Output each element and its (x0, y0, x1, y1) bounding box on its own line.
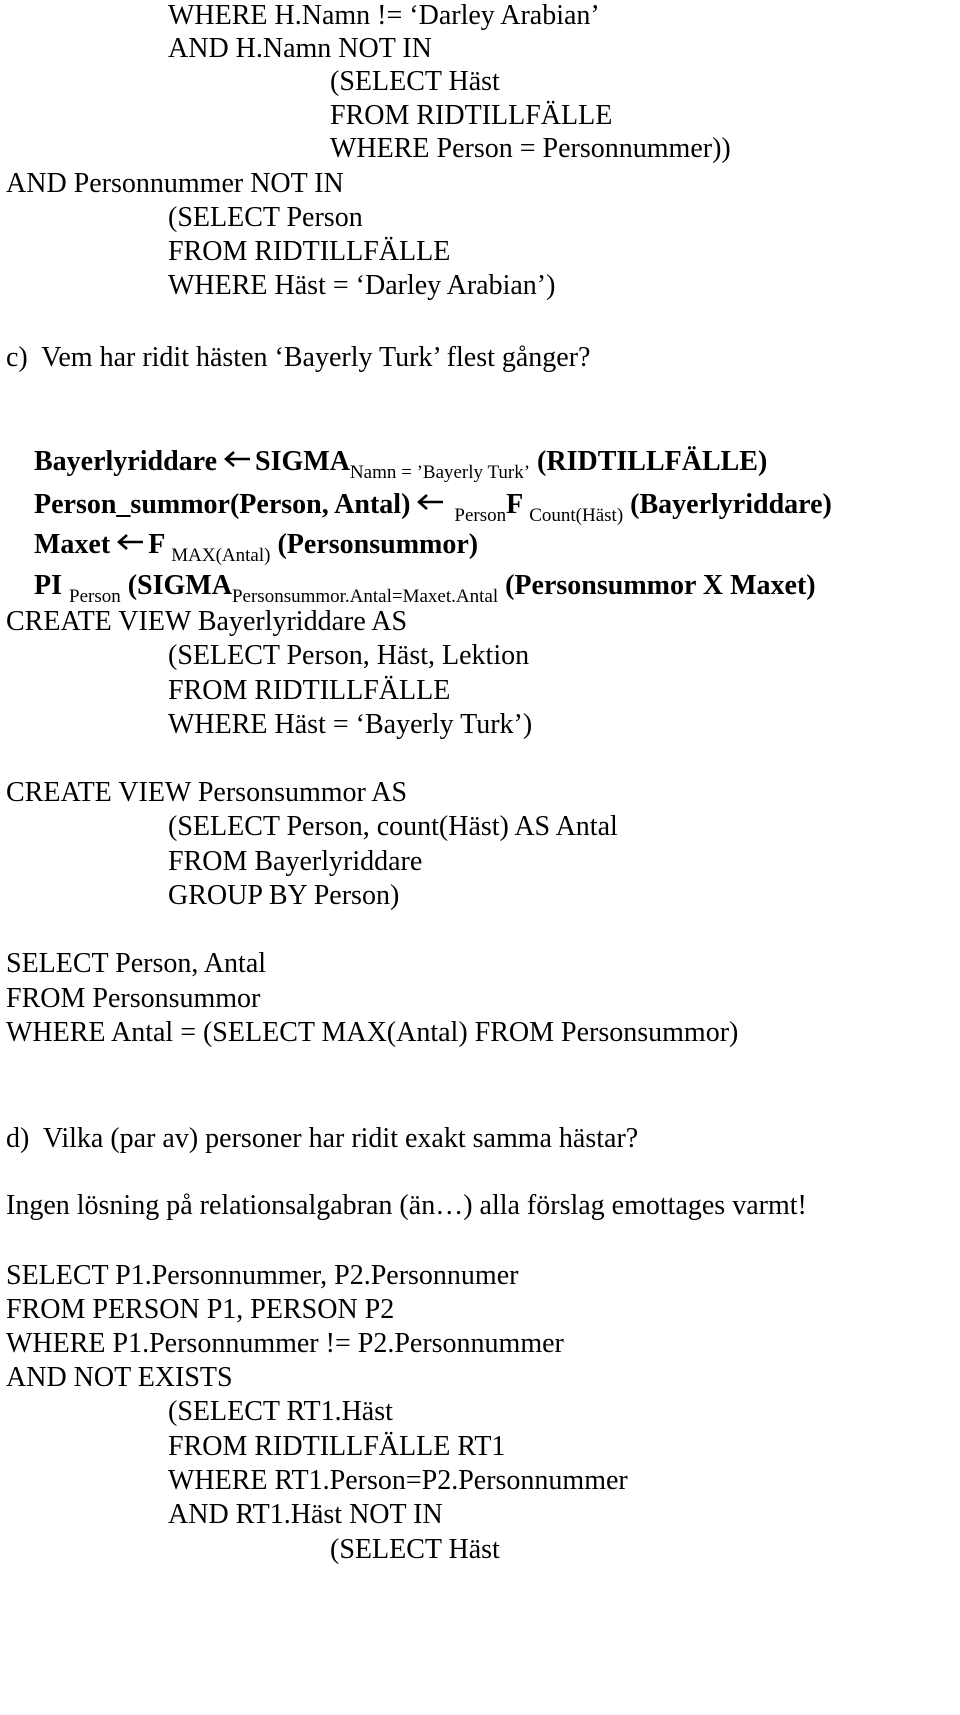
select-max-line-2: FROM Personsummor (6, 983, 261, 1014)
select-max-line-3: WHERE Antal = (SELECT MAX(Antal) FROM Personsummor) (6, 1017, 739, 1048)
sql-top-line-9: WHERE Häst = ‘Darley Arabian’) (168, 270, 556, 301)
view2-line-4: GROUP BY Person) (168, 880, 400, 911)
sql-top-line-7: (SELECT Person (168, 202, 363, 233)
algebra-3-sub: MAX(Antal) (171, 545, 271, 566)
algebra-1-rest: (RIDTILLFÄLLE) (537, 446, 768, 477)
sql-d-line-3: WHERE P1.Personnummer != P2.Personnummer (6, 1328, 564, 1359)
sql-d-line-9: (SELECT Häst (330, 1534, 500, 1565)
sql-d-line-4: AND NOT EXISTS (6, 1362, 233, 1393)
sql-d-line-8: AND RT1.Häst NOT IN (168, 1499, 443, 1530)
algebra-4-op2: (SIGMA (127, 570, 232, 601)
select-max-line-1: SELECT Person, Antal (6, 948, 267, 979)
sql-top-line-5: WHERE Person = Personnummer)) (330, 133, 731, 164)
sql-top-line-8: FROM RIDTILLFÄLLE (168, 236, 451, 267)
algebra-1-lhs: Bayerlyriddare (34, 446, 218, 477)
view1-line-1: CREATE VIEW Bayerlyriddare AS (6, 606, 408, 637)
algebra-2-op: F (506, 489, 523, 520)
algebra-1-sub: Namn = ’Bayerly Turk’ (349, 462, 531, 483)
sql-top-line-2: AND H.Namn NOT IN (168, 33, 432, 64)
sql-top-line-4: FROM RIDTILLFÄLLE (330, 100, 613, 131)
view2-line-3: FROM Bayerlyriddare (168, 846, 423, 877)
question-c: c) Vem har ridit hästen ‘Bayerly Turk’ flest gånger? (6, 342, 591, 373)
algebra-2-rest: (Bayerlyriddare) (630, 489, 832, 520)
view2-line-2: (SELECT Person, count(Häst) AS Antal (168, 811, 618, 842)
algebra-1-op: SIGMA (255, 446, 350, 477)
sql-d-line-1: SELECT P1.Personnummer, P2.Personnumer (6, 1260, 519, 1291)
sql-d-line-5: (SELECT RT1.Häst (168, 1396, 393, 1427)
algebra-4-sub: Person (69, 586, 121, 607)
algebra-2-pre-sub: Person (454, 505, 507, 526)
algebra-4-rest: (Personsummor X Maxet) (505, 570, 816, 601)
algebra-4-op: PI (34, 570, 62, 601)
note-d: Ingen lösning på relationsalgabran (än…) alla förslag emottages varmt! (6, 1190, 807, 1221)
sql-d-line-7: WHERE RT1.Person=P2.Personnummer (168, 1465, 628, 1496)
view2-line-1: CREATE VIEW Personsummor AS (6, 777, 408, 808)
algebra-2-lhs: Person_summor(Person, Antal) (34, 489, 411, 520)
algebra-2-sub: Count(Häst) (529, 505, 624, 526)
sql-d-line-6: FROM RIDTILLFÄLLE RT1 (168, 1431, 506, 1462)
sql-d-line-2: FROM PERSON P1, PERSON P2 (6, 1294, 395, 1325)
view1-line-4: WHERE Häst = ‘Bayerly Turk’) (168, 709, 533, 740)
algebra-4-sub2: Personsummor.Antal=Maxet.Antal (231, 586, 499, 607)
sql-top-line-6: AND Personnummer NOT IN (6, 168, 344, 199)
algebra-3-lhs: Maxet (34, 529, 111, 560)
algebra-3-op: F (148, 529, 165, 560)
question-d: d) Vilka (par av) personer har ridit exakt samma hästar? (6, 1123, 639, 1154)
algebra-3-rest: (Personsummor) (277, 529, 479, 560)
sql-top-line-1: WHERE H.Namn != ‘Darley Arabian’ (168, 0, 600, 31)
view1-line-2: (SELECT Person, Häst, Lektion (168, 640, 530, 671)
sql-top-line-3: (SELECT Häst (330, 66, 500, 97)
view1-line-3: FROM RIDTILLFÄLLE (168, 675, 451, 706)
